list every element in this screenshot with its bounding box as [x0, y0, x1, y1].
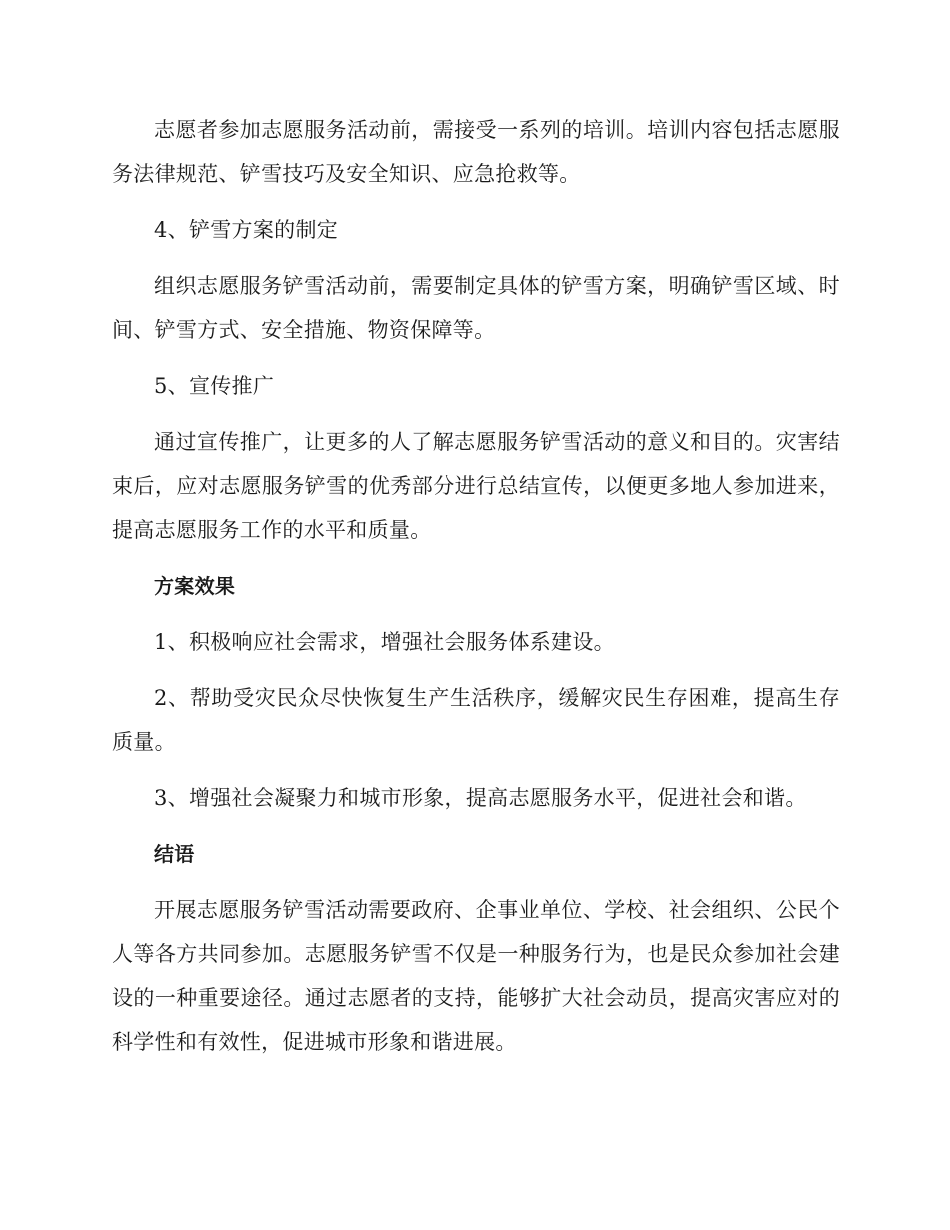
- section-heading-conclusion: 结语: [154, 842, 195, 866]
- effect-item-2: 2、帮助受灾民众尽快恢复生产生活秩序，缓解灾民生存困难，提高生存质量。: [112, 686, 840, 754]
- list-item-5-title: 5、宣传推广: [154, 374, 275, 398]
- effect-item-1: 1、积极响应社会需求，增强社会服务体系建设。: [154, 630, 615, 654]
- effect-item-3: 3、增强社会凝聚力和城市形象，提高志愿服务水平，促进社会和谐。: [154, 786, 807, 810]
- section-heading-effect: 方案效果: [154, 574, 236, 598]
- paragraph-training: 志愿者参加志愿服务活动前，需接受一系列的培训。培训内容包括志愿服务法律规范、铲雪技巧及安全知识、应急抢救等。: [112, 118, 840, 186]
- paragraph-promotion: 通过宣传推广，让更多的人了解志愿服务铲雪活动的意义和目的。灾害结束后，应对志愿服务铲雪的优秀部分进行总结宣传，以便更多地人参加进来，提高志愿服务工作的水平和质量。: [112, 430, 840, 542]
- paragraph-plan: 组织志愿服务铲雪活动前，需要制定具体的铲雪方案，明确铲雪区域、时间、铲雪方式、安全措施、物资保障等。: [112, 274, 840, 342]
- paragraph-conclusion: 开展志愿服务铲雪活动需要政府、企事业单位、学校、社会组织、公民个人等各方共同参加。志愿服务铲雪不仅是一种服务行为，也是民众参加社会建设的一种重要途径。通过志愿者的支持，能够扩大社会动员，提高灾害应对的科学性和有效性，促进城市形象和谐进展。: [112, 898, 840, 1054]
- list-item-4-title: 4、铲雪方案的制定: [154, 218, 339, 242]
